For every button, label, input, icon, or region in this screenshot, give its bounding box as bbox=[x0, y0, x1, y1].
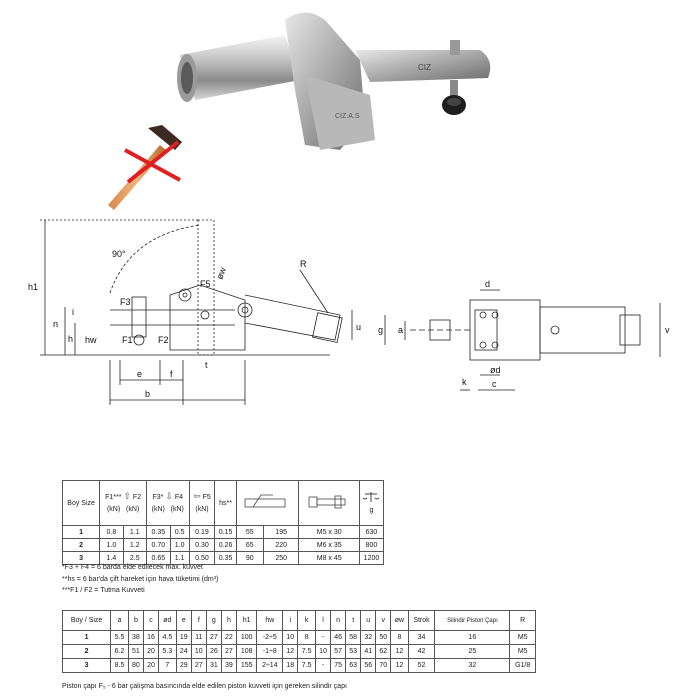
table-cell: 70 bbox=[376, 659, 391, 673]
table-cell: 1.4 bbox=[100, 552, 123, 565]
svg-text:f: f bbox=[170, 369, 173, 379]
table-cell: 12 bbox=[391, 659, 408, 673]
note-3: ***F1 / F2 = Tutma Kuvveti bbox=[62, 587, 145, 594]
svg-text:k: k bbox=[462, 377, 467, 387]
table-cell: 250 bbox=[263, 552, 299, 565]
svg-text:t: t bbox=[205, 360, 208, 370]
clamp-arm bbox=[355, 40, 490, 115]
table-cell: - bbox=[316, 631, 331, 645]
table-cell: 0.30 bbox=[189, 539, 215, 552]
arrow-down-icon: ⇩ bbox=[165, 491, 173, 501]
table-cell: 20 bbox=[143, 659, 158, 673]
table-cell: 195 bbox=[263, 526, 299, 539]
table-cell: 22 bbox=[221, 631, 236, 645]
arrow-left-icon: ⇦ bbox=[193, 491, 201, 501]
product-photo bbox=[100, 0, 520, 215]
table-cell: 1.0 bbox=[100, 539, 123, 552]
table-cell: M6 x 35 bbox=[299, 539, 360, 552]
svg-text:CIZ.A.S: CIZ.A.S bbox=[335, 113, 360, 120]
table-cell: 3 bbox=[63, 552, 100, 565]
note-1: *F3 + F4 = 6 barda elde edilecek max. kuvvet bbox=[62, 564, 203, 571]
table-cell: 52 bbox=[408, 659, 435, 673]
column-header: k bbox=[298, 611, 316, 631]
table-cell: 25 bbox=[435, 645, 510, 659]
svg-text:g: g bbox=[378, 325, 384, 335]
screw-icon bbox=[305, 493, 353, 511]
table-cell: 27 bbox=[191, 659, 206, 673]
table-cell: 0.26 bbox=[215, 539, 236, 552]
table-row bbox=[63, 645, 536, 659]
table-cell: 34 bbox=[408, 631, 435, 645]
note-2: **hs = 6 bar'da çift hareket için hava tüketimi (dm³) bbox=[62, 575, 219, 583]
table-cell: 20 bbox=[143, 645, 158, 659]
svg-text:i: i bbox=[72, 307, 74, 317]
table-cell: 75 bbox=[331, 659, 346, 673]
table-cell: 8 bbox=[298, 631, 316, 645]
column-header: Boy / Size bbox=[63, 611, 111, 631]
header-stroke-icon bbox=[236, 481, 299, 526]
column-header: g bbox=[206, 611, 221, 631]
column-header: e bbox=[176, 611, 191, 631]
no-hammer-icon bbox=[108, 125, 182, 210]
table-cell: 50 bbox=[376, 631, 391, 645]
table-cell: 27 bbox=[206, 631, 221, 645]
table-cell: 10 bbox=[283, 631, 298, 645]
column-header: hw bbox=[257, 611, 283, 631]
table-cell: 3 bbox=[63, 659, 111, 673]
table-cell: 10 bbox=[191, 645, 206, 659]
table-cell: M8 x 45 bbox=[299, 552, 360, 565]
svg-text:u: u bbox=[356, 322, 362, 332]
table-cell: 46 bbox=[331, 631, 346, 645]
table-cell: 18 bbox=[283, 659, 298, 673]
column-header: ød bbox=[158, 611, 176, 631]
table-cell: 1.1 bbox=[170, 552, 189, 565]
svg-text:90°: 90° bbox=[112, 249, 126, 259]
table-cell: 29 bbox=[176, 659, 191, 673]
table-cell: 0.70 bbox=[146, 539, 170, 552]
table-cell: 90 bbox=[236, 552, 263, 565]
column-header: R bbox=[510, 611, 536, 631]
table-cell: 16 bbox=[435, 631, 510, 645]
table-cell: 8.5 bbox=[111, 659, 129, 673]
column-header: h bbox=[221, 611, 236, 631]
svg-text:F2: F2 bbox=[158, 335, 169, 345]
table-cell: 5.5 bbox=[111, 631, 129, 645]
table-cell: 8 bbox=[391, 631, 408, 645]
column-header: f bbox=[191, 611, 206, 631]
table-cell: 0.15 bbox=[215, 526, 236, 539]
column-header: Strok bbox=[408, 611, 435, 631]
table-cell: 7.5 bbox=[298, 645, 316, 659]
table-cell: 39 bbox=[221, 659, 236, 673]
table-cell: 51 bbox=[128, 645, 143, 659]
technical-drawing bbox=[0, 215, 700, 475]
table-cell: 19 bbox=[176, 631, 191, 645]
table-cell: -1÷8 bbox=[257, 645, 283, 659]
header-f5: ⇦ F5 (kN) bbox=[189, 481, 215, 526]
footnote: Piston çapı F₅ - 6 bar çalışma basıncında elde edilen piston kuvveti için gereken silindir çapı bbox=[62, 683, 347, 690]
table-cell: 0.8 bbox=[100, 526, 123, 539]
table-cell: 58 bbox=[346, 631, 361, 645]
table-cell: 2 bbox=[63, 539, 100, 552]
table-cell: 800 bbox=[359, 539, 383, 552]
table-row bbox=[63, 659, 536, 673]
table-cell: 38 bbox=[128, 631, 143, 645]
svg-text:h1: h1 bbox=[28, 282, 39, 292]
svg-text:a: a bbox=[398, 325, 404, 335]
table-cell: 55 bbox=[236, 526, 263, 539]
table-cell: 53 bbox=[346, 645, 361, 659]
dimension-table bbox=[62, 610, 536, 673]
svg-text:F3: F3 bbox=[120, 297, 131, 307]
svg-text:v: v bbox=[665, 325, 670, 335]
table-cell: 62 bbox=[376, 645, 391, 659]
column-header: v bbox=[376, 611, 391, 631]
table-cell: 0.50 bbox=[189, 552, 215, 565]
table-cell: 27 bbox=[221, 645, 236, 659]
table-cell: 65 bbox=[236, 539, 263, 552]
table-cell: 1 bbox=[63, 526, 100, 539]
table-cell: 12 bbox=[391, 645, 408, 659]
svg-text:h: h bbox=[68, 334, 74, 344]
pneumatic-cylinder bbox=[177, 35, 300, 102]
table-cell: 155 bbox=[236, 659, 256, 673]
column-header: u bbox=[361, 611, 376, 631]
table-cell: - bbox=[316, 659, 331, 673]
table-cell: 220 bbox=[263, 539, 299, 552]
svg-text:F1: F1 bbox=[122, 335, 133, 345]
table-cell: G1/8 bbox=[510, 659, 536, 673]
table-row bbox=[63, 539, 384, 552]
svg-text:R: R bbox=[300, 259, 307, 269]
column-header: øw bbox=[391, 611, 408, 631]
table-cell: 32 bbox=[435, 659, 510, 673]
table-cell: 2 bbox=[63, 645, 111, 659]
table-cell: 42 bbox=[408, 645, 435, 659]
column-header: c bbox=[143, 611, 158, 631]
table-cell: 26 bbox=[206, 645, 221, 659]
clamp-body bbox=[285, 13, 375, 151]
column-header: n bbox=[331, 611, 346, 631]
svg-text:F5: F5 bbox=[200, 279, 211, 289]
svg-text:hw: hw bbox=[85, 335, 97, 345]
column-header: t bbox=[346, 611, 361, 631]
table-cell: 0.19 bbox=[189, 526, 215, 539]
table-cell: 1.2 bbox=[123, 539, 146, 552]
table-cell: 7 bbox=[158, 659, 176, 673]
svg-text:øw: øw bbox=[214, 265, 228, 281]
table-cell: 0.35 bbox=[215, 552, 236, 565]
balance-scale-icon bbox=[363, 491, 379, 503]
table-cell: 63 bbox=[346, 659, 361, 673]
header-screw-icon bbox=[299, 481, 360, 526]
table-cell: 0.5 bbox=[170, 526, 189, 539]
table-cell: 1200 bbox=[359, 552, 383, 565]
header-weight: g bbox=[359, 481, 383, 526]
table-cell: 2÷14 bbox=[257, 659, 283, 673]
table-cell: 24 bbox=[176, 645, 191, 659]
table-cell: 0.35 bbox=[146, 526, 170, 539]
svg-text:ød: ød bbox=[490, 365, 501, 375]
arrow-up-icon: ⇧ bbox=[123, 491, 131, 501]
svg-text:e: e bbox=[137, 369, 143, 379]
table-cell: 6.2 bbox=[111, 645, 129, 659]
notes bbox=[62, 562, 218, 597]
table-cell: 10 bbox=[316, 645, 331, 659]
header-hs: hs** bbox=[215, 481, 236, 526]
stroke-diagram-icon bbox=[243, 491, 293, 513]
table-cell: 12 bbox=[283, 645, 298, 659]
svg-text:c: c bbox=[492, 379, 497, 389]
table-cell: 31 bbox=[206, 659, 221, 673]
table-cell: 100 bbox=[236, 631, 256, 645]
table-cell: M5 bbox=[510, 631, 536, 645]
table-cell: 1.0 bbox=[170, 539, 189, 552]
column-header: i bbox=[283, 611, 298, 631]
column-header: a bbox=[111, 611, 129, 631]
table-cell: 5.3 bbox=[158, 645, 176, 659]
table-row bbox=[63, 631, 536, 645]
column-header: b bbox=[128, 611, 143, 631]
table-cell: M5 x 30 bbox=[299, 526, 360, 539]
table-cell: 80 bbox=[128, 659, 143, 673]
table-cell: 1 bbox=[63, 631, 111, 645]
table-cell: 630 bbox=[359, 526, 383, 539]
header-f1-f2: F1*** ⇧ F2 (kN) (kN) bbox=[100, 481, 147, 526]
column-header: h1 bbox=[236, 611, 256, 631]
table-cell: 16 bbox=[143, 631, 158, 645]
table-cell: 57 bbox=[331, 645, 346, 659]
table-cell: 0.65 bbox=[146, 552, 170, 565]
table-cell: 4.5 bbox=[158, 631, 176, 645]
table-cell: 32 bbox=[361, 631, 376, 645]
table-cell: -2÷5 bbox=[257, 631, 283, 645]
column-header: Silindir Piston Çapı bbox=[435, 611, 510, 631]
table-cell: 11 bbox=[191, 631, 206, 645]
table-cell: 2.5 bbox=[123, 552, 146, 565]
svg-text:CIZ: CIZ bbox=[418, 63, 431, 72]
table-cell: 41 bbox=[361, 645, 376, 659]
table-cell: 56 bbox=[361, 659, 376, 673]
header-boy-size: Boy Size bbox=[63, 481, 100, 526]
table-cell: 7.5 bbox=[298, 659, 316, 673]
table-cell: 1.1 bbox=[123, 526, 146, 539]
svg-text:b: b bbox=[145, 389, 151, 399]
svg-text:d: d bbox=[485, 279, 491, 289]
force-table bbox=[62, 480, 384, 565]
column-header: l bbox=[316, 611, 331, 631]
svg-text:n: n bbox=[53, 319, 59, 329]
table-cell: 108 bbox=[236, 645, 256, 659]
table-row bbox=[63, 526, 384, 539]
header-f3-f4: F3* ⇩ F4 (kN) (kN) bbox=[146, 481, 189, 526]
table-cell: M5 bbox=[510, 645, 536, 659]
